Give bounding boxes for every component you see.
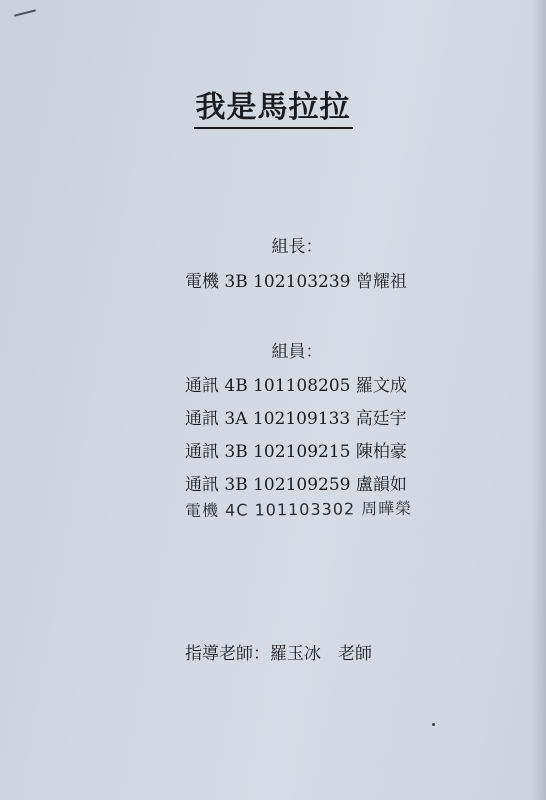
members-heading: 組員： [271, 342, 323, 362]
document-title [0, 82, 546, 126]
paper-speck [432, 723, 435, 726]
member-entry-1: 通訊 4B 101108205 羅文成 [185, 376, 407, 396]
advisor-line: 指導老師：羅玉冰 老師 [185, 644, 372, 664]
member-entry-3: 通訊 3B 102109215 陳柏豪 [185, 442, 407, 462]
leader-heading: 組長： [271, 237, 323, 257]
leader-entry: 電機 3B 102103239 曾耀祖 [185, 272, 407, 292]
pen-mark [14, 9, 36, 16]
title-text: 我是馬拉拉 [194, 90, 353, 129]
member-entry-4: 通訊 3B 102109259 盧韻如 [185, 475, 407, 495]
member-entry-2: 通訊 3A 102109133 高廷宇 [185, 409, 407, 429]
member-entry-handwritten: 電機 4C 101103302 周曄榮 [184, 498, 413, 521]
